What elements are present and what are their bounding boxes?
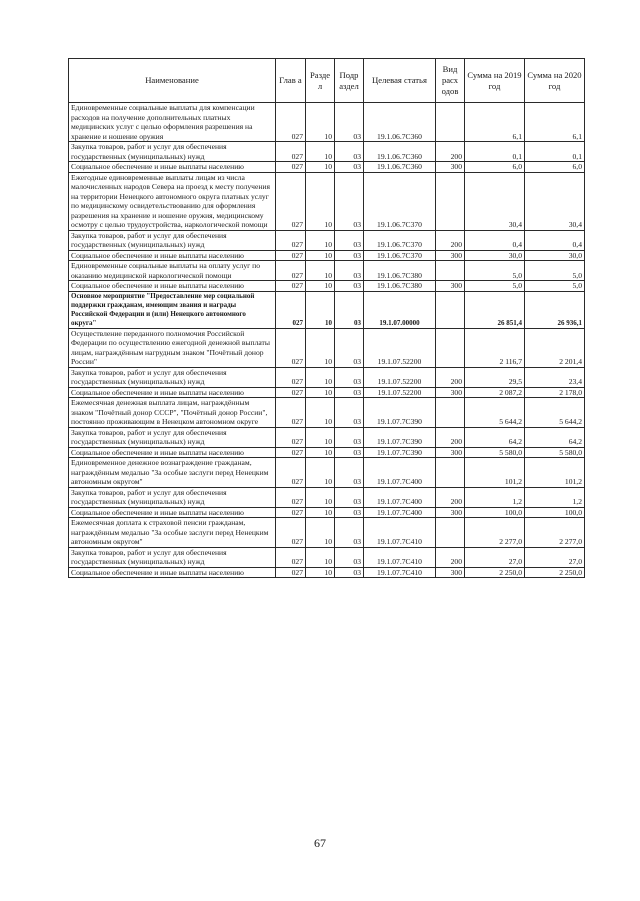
row-target-article: 19.1.06.7С370	[364, 250, 436, 261]
row-name: Единовременные социальные выплаты на оплату услуг по оказанию медицинской наркологической помощи	[69, 261, 276, 281]
header-chapter: Глав а	[276, 59, 306, 103]
row-name: Ежегодные единовременные выплаты лицам из числа малочисленных народов Севера на проезд к месту получения на территории Ненецкого автономного округа платных услуг по медицинскому освидетельствованию для оформления разрешения на хранение и ношение оружия, медицинскому осмотру с целью трудоустройства, наркологической помощи	[69, 172, 276, 230]
row-chapter: 027	[276, 261, 306, 281]
row-target-article: 19.1.07.7С390	[364, 398, 436, 428]
row-sum-2019: 0,1	[465, 142, 525, 162]
row-sum-2020: 30,4	[525, 172, 585, 230]
row-sum-2020: 5 644,2	[525, 398, 585, 428]
table-row	[69, 547, 585, 567]
row-sum-2019: 2 087,2	[465, 387, 525, 398]
row-sum-2019: 5,0	[465, 261, 525, 281]
table-header-row	[69, 59, 585, 103]
row-chapter: 027	[276, 367, 306, 387]
row-section: 10	[306, 261, 335, 281]
table-row	[69, 328, 585, 367]
row-chapter: 027	[276, 567, 306, 578]
table-row	[69, 230, 585, 250]
row-subsection: 03	[335, 518, 364, 548]
row-section: 10	[306, 103, 335, 142]
row-expense-type: 300	[436, 281, 465, 292]
row-sum-2019: 5 580,0	[465, 447, 525, 458]
row-expense-type	[436, 518, 465, 548]
row-sum-2020: 23,4	[525, 367, 585, 387]
row-sum-2019: 26 851,4	[465, 291, 525, 328]
row-expense-type: 300	[436, 387, 465, 398]
row-subsection: 03	[335, 547, 364, 567]
row-sum-2019: 0,4	[465, 230, 525, 250]
table-row	[69, 427, 585, 447]
row-subsection: 03	[335, 398, 364, 428]
row-chapter: 027	[276, 507, 306, 518]
row-chapter: 027	[276, 291, 306, 328]
row-chapter: 027	[276, 487, 306, 507]
row-target-article: 19.1.07.7С410	[364, 518, 436, 548]
row-section: 10	[306, 518, 335, 548]
table-row	[69, 518, 585, 548]
row-section: 10	[306, 447, 335, 458]
row-section: 10	[306, 387, 335, 398]
row-section: 10	[306, 162, 335, 173]
row-name: Единовременные социальные выплаты для компенсации расходов на получение дополнительных платных медицинских услуг с целью оформления разрешения на хранение и ношение оружия	[69, 103, 276, 142]
row-target-article: 19.1.06.7С370	[364, 172, 436, 230]
row-name: Закупка товаров, работ и услуг для обеспечения государственных (муниципальных) нужд	[69, 230, 276, 250]
table-row	[69, 367, 585, 387]
row-target-article: 19.1.06.7С380	[364, 281, 436, 292]
row-chapter: 027	[276, 230, 306, 250]
row-section: 10	[306, 487, 335, 507]
row-sum-2020: 100,0	[525, 507, 585, 518]
header-expense-type: Вид расх одов	[436, 59, 465, 103]
row-target-article: 19.1.07.7С400	[364, 487, 436, 507]
row-section: 10	[306, 367, 335, 387]
row-section: 10	[306, 172, 335, 230]
row-sum-2019: 6,1	[465, 103, 525, 142]
row-sum-2020: 2 201,4	[525, 328, 585, 367]
row-sum-2019: 2 277,0	[465, 518, 525, 548]
header-sum-2020: Сумма на 2020 год	[525, 59, 585, 103]
row-sum-2019: 101,2	[465, 458, 525, 488]
row-sum-2020: 5,0	[525, 281, 585, 292]
table-row	[69, 398, 585, 428]
row-sum-2020: 6,1	[525, 103, 585, 142]
row-sum-2020: 5 580,0	[525, 447, 585, 458]
table-row	[69, 567, 585, 578]
row-expense-type: 200	[436, 230, 465, 250]
row-sum-2020: 0,1	[525, 142, 585, 162]
row-chapter: 027	[276, 427, 306, 447]
row-expense-type: 200	[436, 547, 465, 567]
row-subsection: 03	[335, 447, 364, 458]
row-target-article: 19.1.07.7С400	[364, 458, 436, 488]
row-expense-type: 200	[436, 487, 465, 507]
row-expense-type	[436, 398, 465, 428]
row-chapter: 027	[276, 387, 306, 398]
row-expense-type: 200	[436, 367, 465, 387]
row-section: 10	[306, 250, 335, 261]
row-subsection: 03	[335, 367, 364, 387]
row-target-article: 19.1.07.7С390	[364, 427, 436, 447]
row-sum-2019: 5,0	[465, 281, 525, 292]
row-subsection: 03	[335, 458, 364, 488]
row-name: Закупка товаров, работ и услуг для обеспечения государственных (муниципальных) нужд	[69, 487, 276, 507]
row-subsection: 03	[335, 162, 364, 173]
table-row	[69, 162, 585, 173]
row-expense-type: 300	[436, 447, 465, 458]
row-expense-type	[436, 458, 465, 488]
row-section: 10	[306, 328, 335, 367]
row-sum-2019: 29,5	[465, 367, 525, 387]
row-name: Основное мероприятие "Предоставление мер социальной поддержки гражданам, имеющим звания и награды Российской Федерации и (или) Ненецкого автономного округа"	[69, 291, 276, 328]
table-row	[69, 458, 585, 488]
row-expense-type: 200	[436, 427, 465, 447]
row-subsection: 03	[335, 103, 364, 142]
row-name: Закупка товаров, работ и услуг для обеспечения государственных (муниципальных) нужд	[69, 142, 276, 162]
row-sum-2020: 6,0	[525, 162, 585, 173]
row-section: 10	[306, 230, 335, 250]
row-target-article: 19.1.06.7С370	[364, 230, 436, 250]
table-row	[69, 281, 585, 292]
row-subsection: 03	[335, 230, 364, 250]
row-section: 10	[306, 398, 335, 428]
row-sum-2019: 27,0	[465, 547, 525, 567]
row-sum-2019: 2 250,0	[465, 567, 525, 578]
row-chapter: 027	[276, 281, 306, 292]
row-sum-2019: 64,2	[465, 427, 525, 447]
row-sum-2020: 30,0	[525, 250, 585, 261]
row-expense-type	[436, 328, 465, 367]
table-row	[69, 487, 585, 507]
header-subsection: Подр аздел	[335, 59, 364, 103]
row-sum-2019: 2 116,7	[465, 328, 525, 367]
row-expense-type	[436, 103, 465, 142]
row-sum-2020: 5,0	[525, 261, 585, 281]
page-number: 67	[314, 836, 326, 850]
row-chapter: 027	[276, 103, 306, 142]
row-expense-type	[436, 291, 465, 328]
row-name: Закупка товаров, работ и услуг для обеспечения государственных (муниципальных) нужд	[69, 547, 276, 567]
row-name: Социальное обеспечение и иные выплаты населению	[69, 507, 276, 518]
row-name: Социальное обеспечение и иные выплаты населению	[69, 387, 276, 398]
row-target-article: 19.1.07.7С410	[364, 567, 436, 578]
table-row	[69, 507, 585, 518]
row-section: 10	[306, 142, 335, 162]
row-target-article: 19.1.07.52200	[364, 328, 436, 367]
row-name: Ежемесячная доплата к страховой пенсии гражданам, награждённым медалью "За особые заслуги перед Ненецким автономным округом"	[69, 518, 276, 548]
row-name: Социальное обеспечение и иные выплаты населению	[69, 281, 276, 292]
row-name: Социальное обеспечение и иные выплаты населению	[69, 567, 276, 578]
table-row	[69, 447, 585, 458]
row-sum-2019: 5 644,2	[465, 398, 525, 428]
row-chapter: 027	[276, 172, 306, 230]
row-section: 10	[306, 547, 335, 567]
header-target-article: Целевая статья	[364, 59, 436, 103]
row-name: Социальное обеспечение и иные выплаты населению	[69, 162, 276, 173]
row-section: 10	[306, 427, 335, 447]
row-sum-2020: 64,2	[525, 427, 585, 447]
row-subsection: 03	[335, 507, 364, 518]
row-subsection: 03	[335, 328, 364, 367]
row-chapter: 027	[276, 142, 306, 162]
row-sum-2019: 100,0	[465, 507, 525, 518]
row-chapter: 027	[276, 547, 306, 567]
table-body	[69, 103, 585, 578]
row-sum-2020: 2 250,0	[525, 567, 585, 578]
row-sum-2019: 30,0	[465, 250, 525, 261]
row-expense-type	[436, 172, 465, 230]
row-target-article: 19.1.06.7С360	[364, 103, 436, 142]
row-chapter: 027	[276, 447, 306, 458]
row-sum-2019: 1,2	[465, 487, 525, 507]
row-name: Единовременное денежное вознаграждение гражданам, награждённым медалью "За особые заслуги перед Ненецким автономным округом"	[69, 458, 276, 488]
row-section: 10	[306, 281, 335, 292]
row-target-article: 19.1.07.52200	[364, 387, 436, 398]
table-row	[69, 172, 585, 230]
row-name: Закупка товаров, работ и услуг для обеспечения государственных (муниципальных) нужд	[69, 427, 276, 447]
row-chapter: 027	[276, 328, 306, 367]
row-name: Ежемесячная денежная выплата лицам, награждённым знаком "Почётный донор СССР", "Почётный донор России", постоянно проживающим в Ненецком автономном округе	[69, 398, 276, 428]
row-section: 10	[306, 567, 335, 578]
row-name: Социальное обеспечение и иные выплаты населению	[69, 250, 276, 261]
row-chapter: 027	[276, 398, 306, 428]
row-expense-type: 300	[436, 507, 465, 518]
row-chapter: 027	[276, 250, 306, 261]
row-chapter: 027	[276, 162, 306, 173]
row-target-article: 19.1.07.00000	[364, 291, 436, 328]
row-subsection: 03	[335, 261, 364, 281]
table-row	[69, 387, 585, 398]
row-name: Социальное обеспечение и иные выплаты населению	[69, 447, 276, 458]
header-section: Разде л	[306, 59, 335, 103]
row-subsection: 03	[335, 567, 364, 578]
row-section: 10	[306, 291, 335, 328]
row-name: Закупка товаров, работ и услуг для обеспечения государственных (муниципальных) нужд	[69, 367, 276, 387]
row-section: 10	[306, 507, 335, 518]
table-row	[69, 103, 585, 142]
header-name: Наименование	[69, 59, 276, 103]
row-section: 10	[306, 458, 335, 488]
row-subsection: 03	[335, 387, 364, 398]
row-subsection: 03	[335, 427, 364, 447]
table-row	[69, 291, 585, 328]
row-chapter: 027	[276, 458, 306, 488]
row-sum-2019: 30,4	[465, 172, 525, 230]
row-expense-type: 300	[436, 162, 465, 173]
table-row	[69, 142, 585, 162]
row-sum-2020: 2 178,0	[525, 387, 585, 398]
row-subsection: 03	[335, 487, 364, 507]
budget-table	[68, 58, 585, 578]
row-sum-2020: 2 277,0	[525, 518, 585, 548]
table-row	[69, 250, 585, 261]
row-target-article: 19.1.07.52200	[364, 367, 436, 387]
row-chapter: 027	[276, 518, 306, 548]
row-sum-2019: 6,0	[465, 162, 525, 173]
row-expense-type	[436, 261, 465, 281]
row-sum-2020: 101,2	[525, 458, 585, 488]
row-sum-2020: 27,0	[525, 547, 585, 567]
row-target-article: 19.1.07.7С390	[364, 447, 436, 458]
row-subsection: 03	[335, 142, 364, 162]
row-subsection: 03	[335, 172, 364, 230]
row-sum-2020: 0,4	[525, 230, 585, 250]
row-target-article: 19.1.07.7С410	[364, 547, 436, 567]
row-subsection: 03	[335, 281, 364, 292]
row-name: Осуществление переданного полномочия Российской Федерации по осуществлению ежегодной денежной выплаты лицам, награждённым нагрудным знаком "Почётный донор России"	[69, 328, 276, 367]
row-target-article: 19.1.07.7С400	[364, 507, 436, 518]
row-target-article: 19.1.06.7С360	[364, 162, 436, 173]
row-expense-type: 200	[436, 142, 465, 162]
row-subsection: 03	[335, 291, 364, 328]
row-sum-2020: 26 936,1	[525, 291, 585, 328]
table-row	[69, 261, 585, 281]
row-sum-2020: 1,2	[525, 487, 585, 507]
row-expense-type: 300	[436, 250, 465, 261]
row-subsection: 03	[335, 250, 364, 261]
row-target-article: 19.1.06.7С380	[364, 261, 436, 281]
row-expense-type: 300	[436, 567, 465, 578]
header-sum-2019: Сумма на 2019 год	[465, 59, 525, 103]
row-target-article: 19.1.06.7С360	[364, 142, 436, 162]
